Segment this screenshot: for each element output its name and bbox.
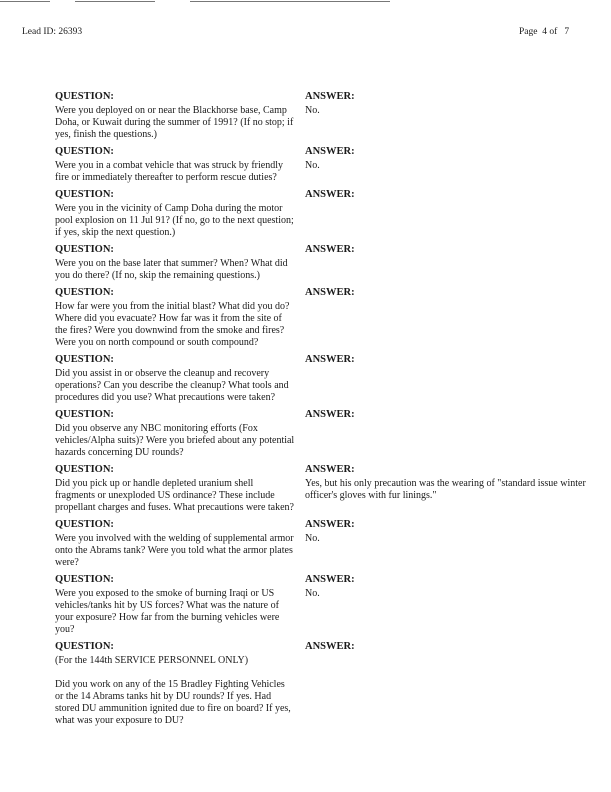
- question-block: [55, 90, 295, 141]
- answer-block: [305, 243, 595, 282]
- question-answer-row: [55, 408, 600, 459]
- answer-block: [305, 145, 595, 184]
- question-block: [55, 573, 295, 636]
- question-label: QUESTION:: [55, 146, 114, 157]
- answer-block: [305, 286, 595, 349]
- scan-artifact-line: [75, 1, 155, 2]
- answer-block: [305, 188, 595, 239]
- answer-label: ANSWER:: [305, 189, 355, 200]
- page-label: Page: [519, 27, 538, 37]
- question-block: [55, 188, 295, 239]
- question-block: [55, 286, 295, 349]
- answer-block: [305, 518, 595, 569]
- question-note: (For the 144th SERVICE PERSONNEL ONLY): [55, 655, 249, 666]
- question-answer-row: [55, 145, 600, 184]
- answer-label: ANSWER:: [305, 91, 355, 102]
- question-block: [55, 640, 295, 727]
- question-text: Were you on the base later that summer? When? What did you do there? (If no, skip the remaining questions.): [55, 258, 288, 281]
- answer-label: ANSWER:: [305, 574, 355, 585]
- question-block: [55, 463, 295, 514]
- question-label: QUESTION:: [55, 464, 114, 475]
- question-block: [55, 243, 295, 282]
- question-answer-row: [55, 90, 600, 141]
- question-block: [55, 518, 295, 569]
- question-answer-row: [55, 243, 600, 282]
- question-answer-row: [55, 188, 600, 239]
- question-answer-row: [55, 518, 600, 569]
- question-answer-list: [55, 90, 600, 731]
- answer-block: [305, 353, 595, 404]
- question-label: QUESTION:: [55, 287, 114, 298]
- of-label: of: [549, 27, 558, 37]
- answer-block: [305, 573, 595, 636]
- question-label: QUESTION:: [55, 91, 114, 102]
- answer-block: [305, 640, 595, 727]
- answer-text: No.: [305, 160, 320, 171]
- question-text: Were you in the vicinity of Camp Doha during the motor pool explosion on 11 Jul 91? (If no, go to the next question; if yes, skip the next question.): [55, 203, 294, 238]
- answer-block: [305, 463, 595, 514]
- question-label: QUESTION:: [55, 641, 114, 652]
- question-answer-row: [55, 286, 600, 349]
- answer-label: ANSWER:: [305, 244, 355, 255]
- question-block: [55, 145, 295, 184]
- answer-label: ANSWER:: [305, 519, 355, 530]
- question-text: Were you in a combat vehicle that was struck by friendly fire or immediately thereafter to perform rescue duties?: [55, 160, 284, 183]
- page-indicator: [519, 26, 569, 38]
- question-text: Did you observe any NBC monitoring efforts (Fox vehicles/Alpha suits)? Were you briefed about any potential hazards concerning DU rounds?: [55, 423, 295, 458]
- question-label: QUESTION:: [55, 574, 114, 585]
- question-text: Were you deployed on or near the Blackhorse base, Camp Doha, or Kuwait during the summer of 1991? (If no stop; if yes, finish the questions.): [55, 105, 294, 140]
- scan-artifact-line: [190, 1, 390, 2]
- answer-block: [305, 408, 595, 459]
- question-label: QUESTION:: [55, 354, 114, 365]
- question-text: Were you exposed to the smoke of burning Iraqi or US vehicles/tanks hit by US forces? What was the nature of your exposure? How far from the burning vehicles were you?: [55, 588, 280, 635]
- answer-text: No.: [305, 588, 320, 599]
- question-label: QUESTION:: [55, 409, 114, 420]
- lead-id: Lead ID: 26393: [22, 27, 83, 37]
- question-text: Did you work on any of the 15 Bradley Fighting Vehicles or the 14 Abrams tanks hit by DU rounds? If yes. Had stored DU ammunition ignited due to fire on board? If yes, what was your exposure to DU?: [55, 679, 291, 726]
- answer-label: ANSWER:: [305, 464, 355, 475]
- answer-label: ANSWER:: [305, 146, 355, 157]
- question-text: How far were you from the initial blast? What did you do? Where did you evacuate? How far was it from the site of the fires? Were you downwind from the smoke and fires? Were you on north compound or south compound?: [55, 301, 290, 348]
- question-answer-row: [55, 573, 600, 636]
- question-label: QUESTION:: [55, 244, 114, 255]
- page-number: 4: [542, 27, 547, 37]
- question-block: [55, 408, 295, 459]
- answer-label: ANSWER:: [305, 409, 355, 420]
- question-block: [55, 353, 295, 404]
- answer-label: ANSWER:: [305, 287, 355, 298]
- page-total: 7: [564, 27, 570, 37]
- question-text: Were you involved with the welding of supplemental armor onto the Abrams tank? Were you told what the armor plates were?: [55, 533, 294, 568]
- question-label: QUESTION:: [55, 519, 114, 530]
- scan-artifact-line: [0, 1, 50, 2]
- answer-text: No.: [305, 105, 320, 116]
- question-answer-row: [55, 463, 600, 514]
- question-answer-row: [55, 353, 600, 404]
- answer-text: Yes, but his only precaution was the wearing of "standard issue winter officer's gloves with fur linings.": [305, 478, 586, 501]
- answer-label: ANSWER:: [305, 354, 355, 365]
- answer-label: ANSWER:: [305, 641, 355, 652]
- question-text: Did you assist in or observe the cleanup and recovery operations? Can you describe the cleanup? What tools and procedures did you use? What precautions were taken?: [55, 368, 289, 403]
- question-label: QUESTION:: [55, 189, 114, 200]
- answer-block: [305, 90, 595, 141]
- question-text: Did you pick up or handle depleted uranium shell fragments or unexploded US ordinance? These include propellant charges and fuses. What precautions were taken?: [55, 478, 294, 513]
- question-answer-row: [55, 640, 600, 727]
- answer-text: No.: [305, 533, 320, 544]
